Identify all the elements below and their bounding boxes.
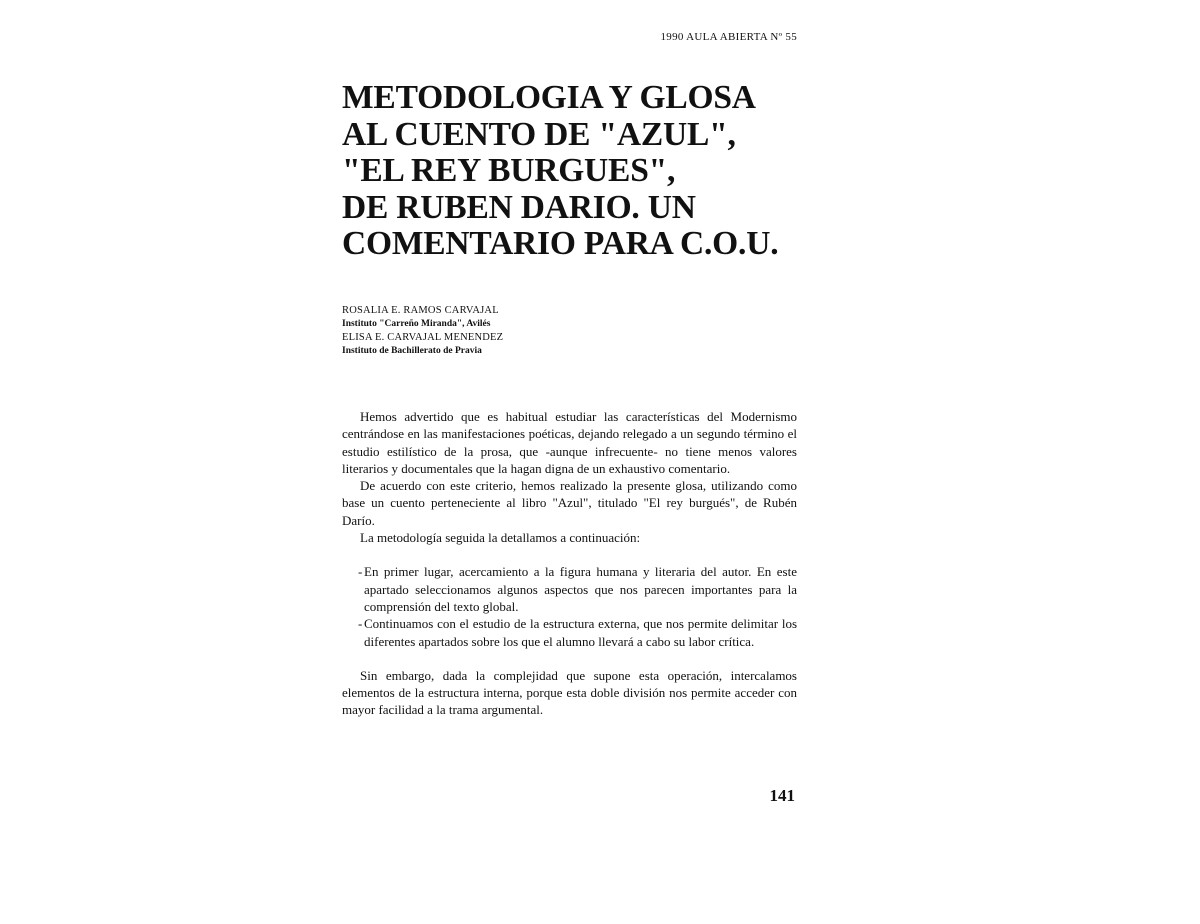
page-number: 141	[769, 786, 795, 805]
title-line: "EL REY BURGUES",	[342, 152, 676, 189]
body-paragraph: Sin embargo, dada la complejidad que supone esta operación, intercalamos elementos de la estructura interna, porque esta doble división nos permite acceder con mayor facilidad a la trama argumental.	[342, 667, 797, 718]
author-institution: Instituto de Bachillerato de Pravia	[342, 346, 482, 356]
title-line: METODOLOGIA Y GLOSA	[342, 79, 756, 116]
body-paragraph: Hemos advertido que es habitual estudiar las características del Modernismo centrándose en las manifestaciones poéticas, dejando relegado a un segundo término el estudio estilístico de la prosa, que -aunque infrecuente- no tiene menos valores literarios y documentales que la hagan digna de un exhaustivo comentario.	[342, 409, 797, 476]
list-item	[342, 615, 797, 650]
list-item	[342, 563, 797, 615]
body-paragraph: De acuerdo con este criterio, hemos realizado la presente glosa, utilizando como base un cuento perteneciente al libro "Azul", titulado "El rey burgués", de Rubén Darío.	[342, 478, 797, 528]
title-line: AL CUENTO DE "AZUL",	[342, 115, 736, 153]
author-block	[342, 304, 602, 358]
list-item-text: En primer lugar, acercamiento a la figura humana y literaria del autor. En este apartado seleccionamos algunos aspectos que nos parecen importantes para la comprensión del texto global.	[364, 564, 797, 614]
methodology-list	[342, 563, 797, 649]
list-item-text: Continuamos con el estudio de la estructura externa, que nos permite delimitar los diferentes apartados sobre los que el alumno llevará a cabo su labor crítica.	[364, 616, 797, 649]
title-line: DE RUBEN DARIO. UN	[342, 188, 696, 226]
bullet-dash: -	[358, 564, 363, 580]
author-institution: Instituto "Carreño Miranda", Avilés	[342, 319, 491, 329]
body-paragraph: La metodología seguida la detallamos a continuación:	[360, 530, 641, 546]
author-name: ELISA E. CARVAJAL MENENDEZ	[342, 332, 504, 343]
article-title	[342, 80, 822, 263]
article-body	[342, 408, 797, 719]
bullet-dash: -	[358, 616, 363, 632]
running-header: 1990 AULA ABIERTA Nº 55	[660, 31, 797, 43]
author-name: ROSALIA E. RAMOS CARVAJAL	[342, 305, 499, 316]
title-line: COMENTARIO PARA C.O.U.	[342, 225, 779, 262]
